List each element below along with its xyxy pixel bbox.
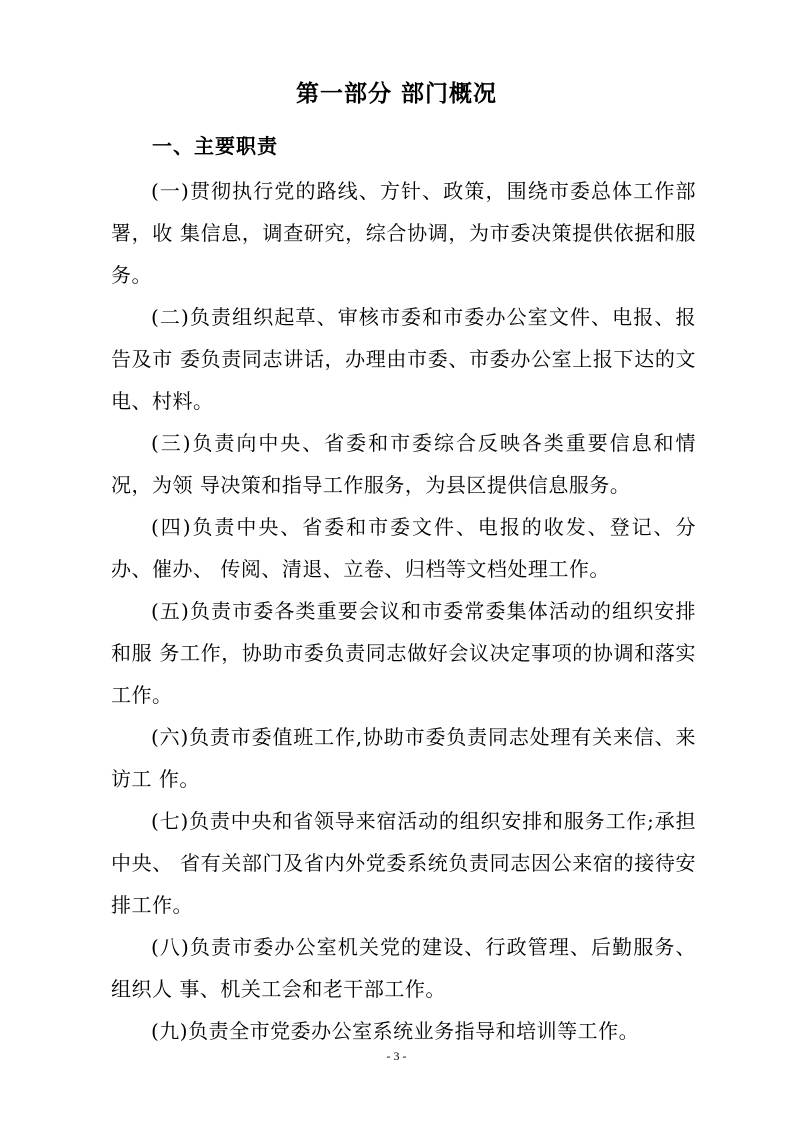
page-title: 第一部分 部门概况 [295, 81, 497, 107]
paragraph-7: (七)负责中央和省领导来宿活动的组织安排和服务工作;承担中央、 省有关部门及省内外党委系统负责同志因公来宿的接待安排工作。 [111, 809, 696, 917]
paragraph-5: (五)负责市委各类重要会议和市委常委集体活动的组织安排和服 务工作，协助市委负责同志做好会议决定事项的协调和落实工作。 [111, 599, 696, 707]
body-text [111, 170, 696, 1052]
paragraph-9: (九)负责全市党委办公室系统业务指导和培训等工作。 [151, 1019, 640, 1043]
page-number: - 3 - [386, 1049, 407, 1063]
paragraph-2: (二)负责组织起草、审核市委和市委办公室文件、电报、报告及市 委负责同志讲话，办理由市委、市委办公室上报下达的文电、村料。 [111, 305, 696, 413]
paragraph-6: (六)负责市委值班工作,协助市委负责同志处理有关来信、来访工 作。 [111, 725, 696, 791]
paragraph-1: (一)贯彻执行党的路线、方针、政策，围绕市委总体工作部署，收 集信息，调查研究，综合协调，为市委决策提供依据和服务。 [111, 179, 696, 287]
paragraph-8: (八)负责市委办公室机关党的建设、行政管理、后勤服务、组织人 事、机关工会和老干部工作。 [111, 935, 696, 1001]
section-heading: 一、主要职责 [152, 134, 278, 158]
paragraph-4: (四)负责中央、省委和市委文件、电报的收发、登记、分办、催办、 传阅、清退、立卷、归档等文档处理工作。 [111, 515, 696, 581]
paragraph-3: (三)负责向中央、省委和市委综合反映各类重要信息和情况，为领 导决策和指导工作服务，为县区提供信息服务。 [111, 431, 696, 497]
